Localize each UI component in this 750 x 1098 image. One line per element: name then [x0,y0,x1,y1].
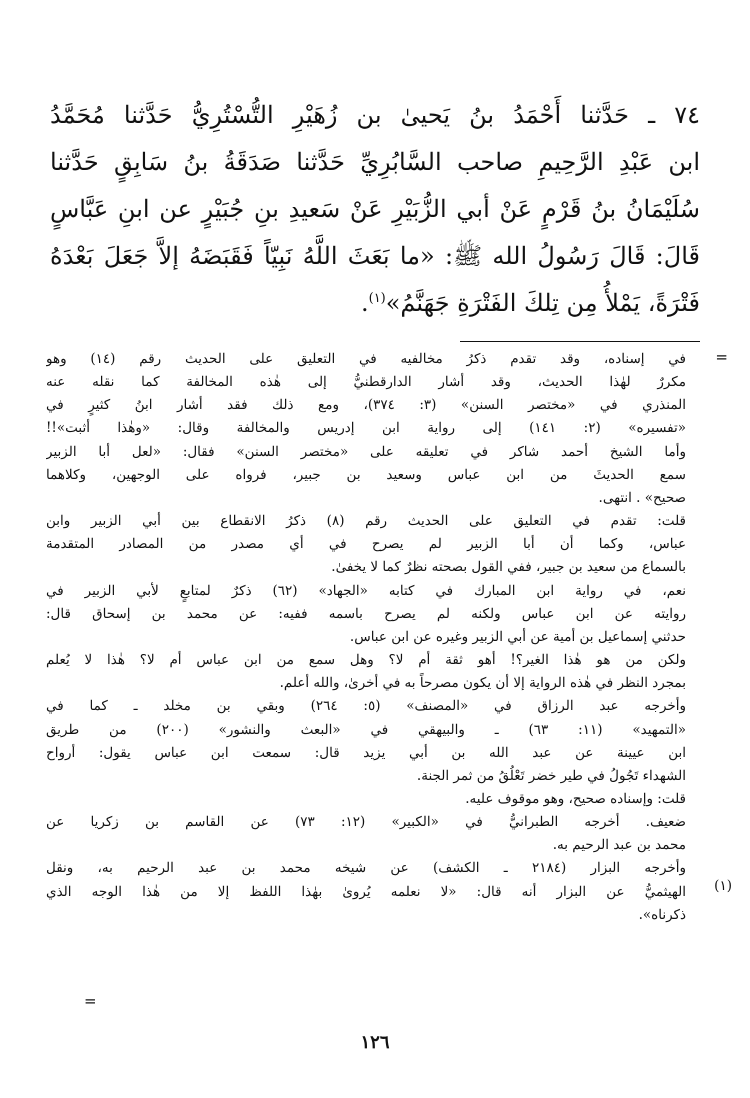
note-line: بمجرد النظر في هٰذه الرواية إلا أن يكون مصرحاً به في أخرىٰ، والله أعلم. [279,675,686,692]
hadith-line: قَالَ: قَالَ رَسُولُ الله ﷺ: «ما بَعَثَ اللَّهُ نَبِيّاً فَقَبَضَهُ إلاَّ جَعَلَ بَعْدَهُ [50,242,700,270]
note-line: حدثني إسماعيل بن أمية عن أبي الزبير وغيره عن ابن عباس. [349,628,686,645]
note-line: محمد بن عبد الرحيم به. [552,837,686,854]
note-line: وأخرجه البزار (٢١٨٤ ـ الكشف) عن شيخه محمد بن عبد الرحيم به، ونقل [46,860,686,877]
continuation-marker-bottom: = [84,992,97,1010]
note-line: بالسماع من سعيد بن جبير، ففي القول بصحته نظرٌ كما لا يخفىٰ. [331,559,686,576]
note-line: ابن عيينة عن عبد الله بن أبي يزيد قال: سمعت ابن عباس يقول: أرواح [46,744,686,761]
note-line: في إسناده، وقد تقدم ذكرُ مخالفيه في التعليق على الحديث رقم (١٤) وهو [46,351,686,367]
hadith-line: سُلَيْمَانُ بنُ قَرْمٍ عَنْ أبي الزُّبَيْرِ عَنْ سَعيدِ بنِ جُبَيْرٍ عن ابنِ عَبَّاسٍ [50,195,700,223]
note-line: ولكن من هو هٰذا الغير؟! أهو ثقة أم لا؟ وهل سمع من ابن عباس أم لا؟ هٰذا لا يُعلم [46,652,686,669]
note-line: ذكرناه». [638,906,686,923]
hadith-text [50,92,700,327]
hadith-line: فَتْرَةً، يَمْلأُ مِن تِلكَ الفَتْرَةِ جَهَنَّمُ»$^{(١)}$. [360,289,700,317]
continuation-marker-top: = [715,348,728,366]
note-line: قلت: وإسناده صحيح، وهو موقوف عليه. [465,790,686,807]
footnote-reference: (١) [368,291,386,306]
footnote-number: (١) [714,878,732,894]
footnotes [46,348,686,927]
note-line: مكررٌ لهٰذا الحديث، وقد أشار الدارقطنيُّ إلى هٰذه المخالفة كما نقله عنه [46,374,686,391]
note-line: سمع الحديثَ من ابن عباس وسعيد بن جبير، فرواه على الوجهين، وكلاهما [46,466,686,483]
page-number: ١٢٦ [360,1032,390,1053]
note-line: وأما الشيخ أحمد شاكر في تعليقه على «مختصر السنن» فقال: «لعل أبا الزبير [46,443,686,460]
note-line: «تفسيره» (٢: ١٤١) إلى رواية ابن إدريس والمخالفة وقال: «وهٰذا أثبت»!! [46,420,686,437]
note-line: «التمهيد» (١١: ٦٣) ـ والبيهقي في «البعث والنشور» (٢٠٠) من طريق [46,721,686,738]
note-line: روايته عن ابن عباس ولكنه لم يصرح باسمه ففيه: عن محمد بن إسحاق قال: [46,605,686,622]
note-line: الهيثميُّ عن البزار أنه قال: «لا نعلمه يُروىٰ بهٰذا اللفظ إلا من هٰذا الوجه الذي [46,883,686,900]
note-line: الشهداء تَجُولُ في طير خضر تَعْلُقُ من ثمر الجنة. [416,767,686,784]
note-line: قلت: تقدم في التعليق على الحديث رقم (٨) ذكرُ الانقطاع بين أبي الزبير وابن [46,513,686,530]
hadith-line: ٧٤ ـ حَدَّثنا أَحْمَدُ بنُ يَحيىٰ بن زُهَيْرِ التُّسْتُرِيُّ حَدَّثنا مُحَمَّدُ [50,101,700,129]
note-line: عباس، وكما أن أبا الزبير لم يصرح في أي مصدر من المصادر المتقدمة [46,536,686,553]
note-line: نعم، في رواية ابن المبارك في كتابه «الجهاد» (٦٢) ذكرٌ لمتابعٍ لأبي الزبير في [46,582,686,599]
hadith-last-line-text: فَتْرَةً، يَمْلأُ مِن تِلكَ الفَتْرَةِ جَهَنَّمُ» [385,289,700,317]
footnote-separator [460,341,700,342]
hadith-line: ابن عَبْدِ الرَّحِيمِ صاحب السَّابُرِيِّ حَدَّثنا صَدَقَةُ بنُ سَابِقٍ حَدَّثنا [50,148,700,176]
note-line: صحيح» . انتهى. [598,489,686,506]
note-line: ضعيف. أخرجه الطبرانيُّ في «الكبير» (١٢: ٧٣) عن القاسم بن زكريا عن [46,814,686,831]
note-line: المنذري في «مختصر السنن» (٣: ٣٧٤)، ومع ذلك فقد أشار ابنُ كثيرٍ في [46,397,686,414]
note-line: وأخرجه عبد الرزاق في «المصنف» (٥: ٢٦٤) وبقي بن مخلد ـ كما في [46,698,686,715]
